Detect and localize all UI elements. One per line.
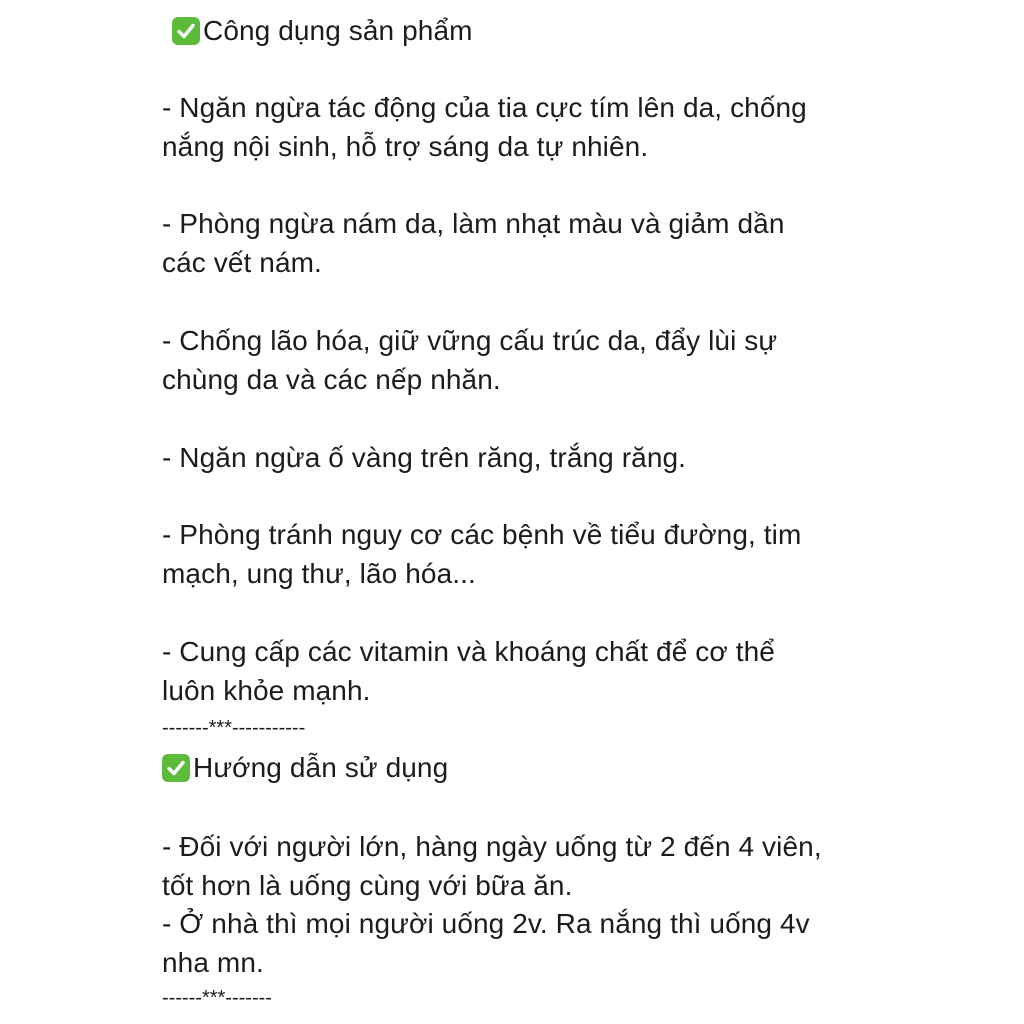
section-divider: -------***----------- <box>162 717 306 739</box>
section-divider: ------***------- <box>162 987 272 1009</box>
instructions-item-2-line-2: nha mn. <box>162 947 264 978</box>
usage-item-4-line-1: - Ngăn ngừa ố vàng trên răng, trắng răng. <box>162 442 687 473</box>
usage-item-2-line-2: các vết nám. <box>162 247 322 278</box>
usage-item-1-line-2: nắng nội sinh, hỗ trợ sáng da tự nhiên. <box>162 131 649 162</box>
usage-item-6-line-2: luôn khỏe mạnh. <box>162 675 371 706</box>
usage-item-5-line-2: mạch, ung thư, lão hóa... <box>162 558 476 589</box>
usage-item-3-line-2: chùng da và các nếp nhăn. <box>162 364 501 395</box>
section-heading-usage <box>172 12 473 50</box>
usage-item-1-line-1: - Ngăn ngừa tác động của tia cực tím lên da, chống <box>162 92 807 123</box>
instructions-item-1-line-1: - Đối với người lớn, hàng ngày uống từ 2 đến 4 viên, <box>162 831 822 862</box>
section-heading-instructions <box>162 749 448 787</box>
check-mark-icon <box>172 17 200 45</box>
usage-item-6-line-1: - Cung cấp các vitamin và khoáng chất để cơ thể <box>162 636 775 667</box>
usage-item-5-line-1: - Phòng tránh nguy cơ các bệnh về tiểu đường, tim <box>162 519 802 550</box>
section-heading-text: Công dụng sản phẩm <box>203 15 473 46</box>
check-mark-icon <box>162 754 190 782</box>
instructions-item-1-line-2: tốt hơn là uống cùng với bữa ăn. <box>162 870 573 901</box>
usage-item-3-line-1: - Chống lão hóa, giữ vững cấu trúc da, đẩy lùi sự <box>162 325 778 356</box>
usage-item-2-line-1: - Phòng ngừa nám da, làm nhạt màu và giảm dần <box>162 208 785 239</box>
instructions-item-2-line-1: - Ở nhà thì mọi người uống 2v. Ra nắng thì uống 4v <box>162 908 810 939</box>
section-heading-text: Hướng dẫn sử dụng <box>193 752 449 783</box>
